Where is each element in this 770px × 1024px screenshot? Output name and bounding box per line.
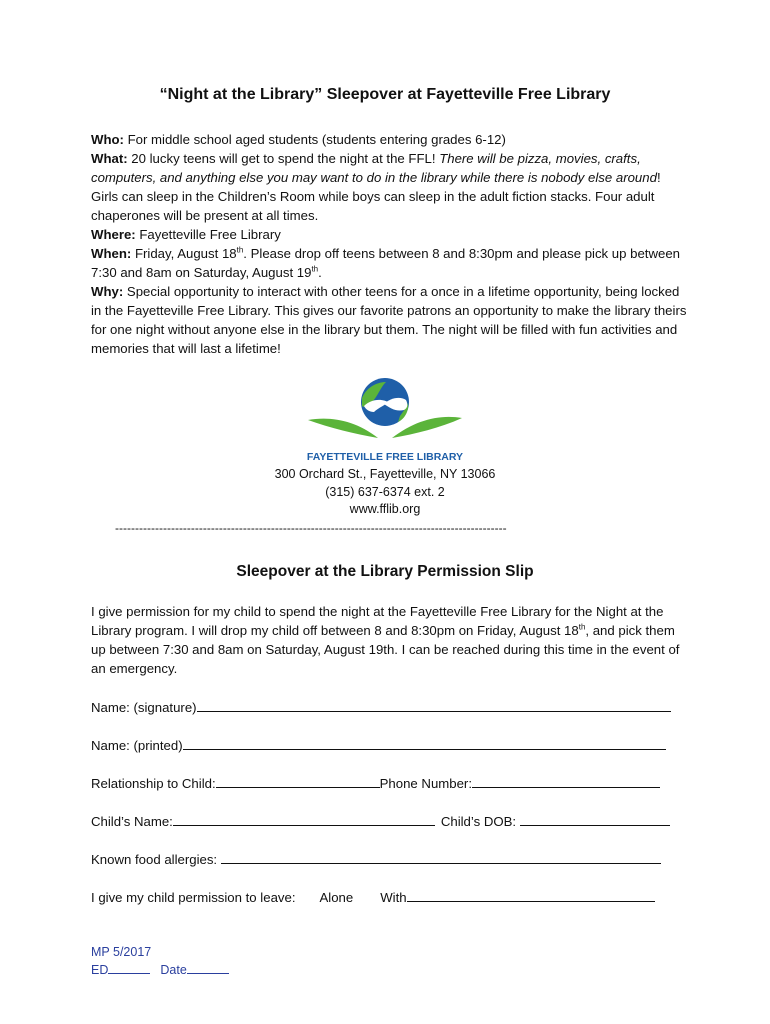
why-text: Special opportunity to interact with other teens for a once in a lifetime opportunity, being locked in the Fayetteville Free Library. This gives our favorite patrons an opportunity to make the library theirs for one night without anyone else in the library but them. The night will be filled with fun activities and memories that will last a lifetime!: [91, 284, 687, 356]
with-line[interactable]: [407, 889, 655, 902]
allergies-field-row: [91, 851, 661, 867]
when-superscript: th: [236, 245, 244, 255]
leave-label: I give my child permission to leave:: [91, 890, 296, 905]
childs-name-label: Child’s Name:: [91, 814, 173, 829]
printed-name-label: Name: (printed): [91, 738, 183, 753]
permission-text-cont: , and pick them up between 7:30 and 8am on Saturday, August 19th. I can be reached during this time in the event of an emergency.: [91, 623, 680, 676]
what-label: What:: [91, 151, 128, 166]
where-label: Where:: [91, 227, 136, 242]
library-logo: [300, 376, 470, 466]
who-text: For middle school aged students (students entering grades 6-12): [123, 132, 506, 147]
left-leaf-shape: [308, 419, 378, 438]
phone-number-label: Phone Number:: [379, 776, 472, 791]
library-website: www.fflib.org: [349, 502, 421, 516]
relationship-label: Relationship to Child:: [91, 776, 216, 791]
childs-dob-line[interactable]: [520, 813, 670, 826]
right-leaf-shape: [392, 417, 462, 438]
what-text: 20 lucky teens will get to spend the night at the FFL!: [127, 151, 440, 166]
cut-line-divider: --------------------------------------------------------------------------------------------------: [115, 521, 507, 535]
signature-field-row: [91, 699, 671, 715]
childs-dob-label: Child’s DOB:: [440, 814, 520, 829]
why-label: Why:: [91, 284, 124, 299]
when-text-end: .: [318, 265, 322, 280]
office-use-line: [91, 961, 229, 979]
when-label: When:: [91, 246, 132, 261]
date-blank[interactable]: [187, 962, 229, 974]
where-line: [91, 225, 691, 244]
signature-line[interactable]: [197, 699, 671, 712]
ed-blank[interactable]: [108, 962, 150, 974]
when-text-cont: . Please drop off teens between 8 and 8:30pm and please pick up between 7:30 and 8am on Saturday, August 19: [91, 246, 681, 280]
permission-text: I give permission for my child to spend the night at the Fayetteville Free Library for the Night at the Library program. I will drop my child off between 8 and 8:30pm on Friday, August 18: [91, 604, 664, 638]
child-name-dob-row: [91, 813, 670, 829]
childs-name-line[interactable]: [173, 813, 435, 826]
form-version: MP 5/2017: [91, 945, 152, 959]
what-italic-text: There will be pizza, movies, crafts, computers, and anything else you may want to do in the library while there is nobody else around: [91, 151, 657, 185]
permission-slip-title: Sleepover at the Library Permission Slip: [236, 563, 534, 580]
ed-label: ED: [91, 963, 109, 977]
permission-statement: [91, 602, 691, 678]
when-paragraph: [91, 244, 691, 282]
who-line: [91, 130, 691, 149]
library-contact: [0, 466, 770, 519]
allergies-label: Known food allergies:: [91, 852, 221, 867]
printed-name-field-row: [91, 737, 666, 753]
when-text: Friday, August 18: [131, 246, 237, 261]
event-info: [91, 130, 691, 358]
relationship-line[interactable]: [216, 775, 380, 788]
why-paragraph: [91, 282, 691, 358]
date-label: Date: [160, 963, 187, 977]
what-text-cont: ! Girls can sleep in the Children’s Room while boys can sleep in the adult fiction stacks. Four adult chaperones will be present at all times.: [91, 170, 661, 223]
when-superscript-2: th: [311, 264, 319, 274]
permission-superscript: th: [578, 622, 586, 632]
alone-option[interactable]: Alone: [319, 890, 354, 905]
signature-label: Name: (signature): [91, 700, 197, 715]
who-label: Who:: [91, 132, 124, 147]
what-paragraph: [91, 149, 691, 225]
leave-permission-row: [91, 889, 655, 905]
page-title: “Night at the Library” Sleepover at Fayetteville Free Library: [159, 86, 611, 103]
printed-name-line[interactable]: [183, 737, 666, 750]
with-option[interactable]: With: [380, 890, 407, 905]
logo-text: FAYETTEVILLE FREE LIBRARY: [306, 451, 464, 463]
relationship-phone-row: [91, 775, 660, 791]
library-phone: (315) 637-6374 ext. 2: [325, 484, 445, 499]
office-use-footer: [91, 943, 229, 979]
allergies-line[interactable]: [221, 851, 661, 864]
phone-number-line[interactable]: [472, 775, 660, 788]
where-text: Fayetteville Free Library: [135, 227, 281, 242]
library-address: 300 Orchard St., Fayetteville, NY 13066: [274, 467, 496, 481]
